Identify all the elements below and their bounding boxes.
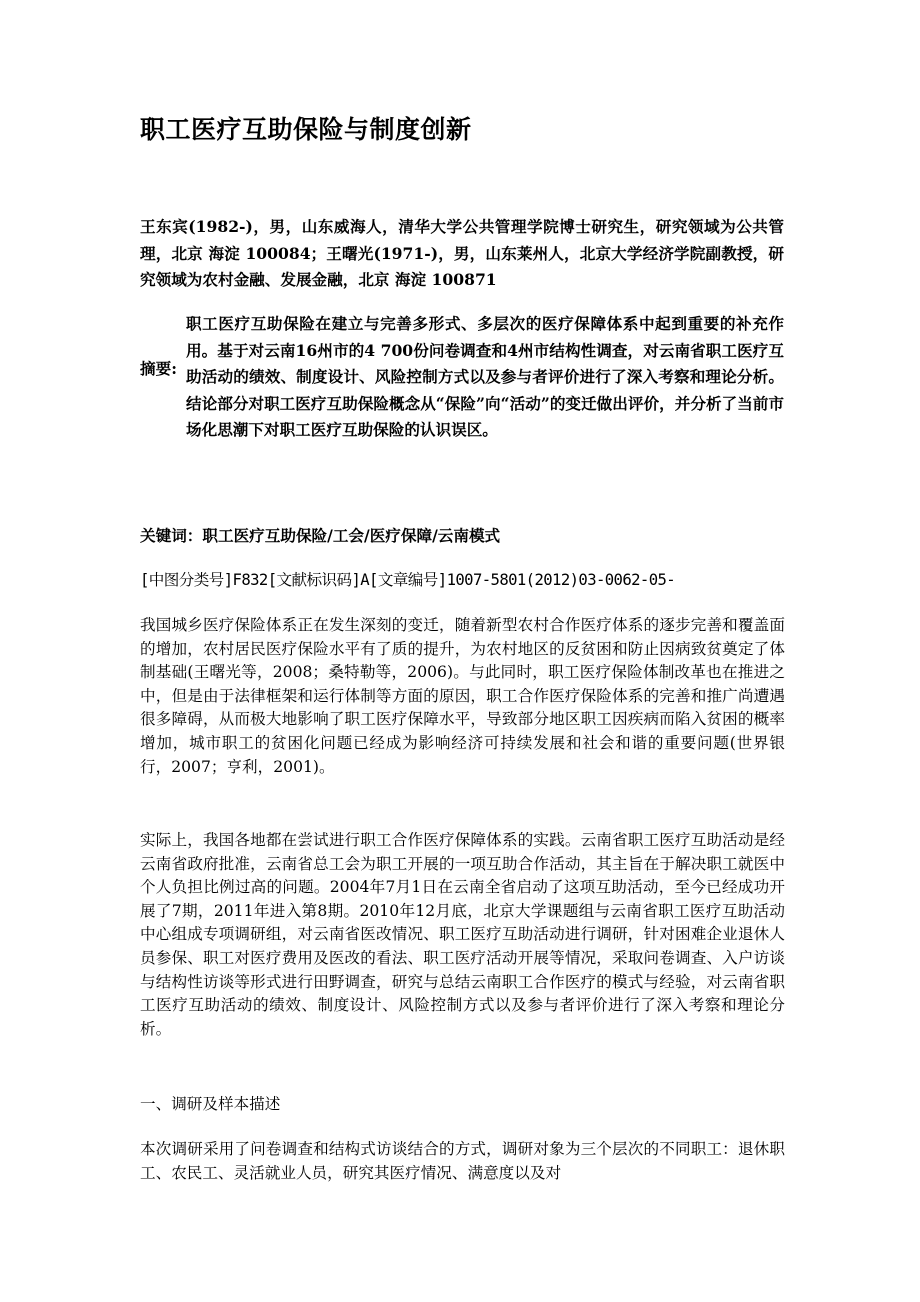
abstract-label: 摘要:: [140, 359, 177, 378]
body-paragraph-1: 我国城乡医疗保险体系正在发生深刻的变迁，随着新型农村合作医疗体系的逐步完善和覆盖面的增加，农村居民医疗保险水平有了质的提升，为农村地区的反贫困和防止因病致贫奠定了体制基础(王曙光等，2008；桑特勒等，2006)。与此同时，职工医疗保险体制改革也在推进之中，但是由于法律框架和运行体制等方面的原因，职工合作医疗保险体系的完善和推广尚遭遇很多障碍，从而极大地影响了职工医疗保障水平，导致部分地区职工因疾病而陷入贫困的概率增加，城市职工的贫困化问题已经成为影响经济可持续发展和社会和谐的重要问题(世界银行，2007；亨利，2001)。: [140, 616, 785, 776]
keywords: 关键词：职工医疗互助保险/工会/医疗保障/云南模式: [140, 526, 501, 545]
section-heading-1: 一、调研及样本描述: [140, 1095, 281, 1113]
body-paragraph-3: 本次调研采用了问卷调查和结构式访谈结合的方式，调研对象为三个层次的不同职工：退休职工、农民工、灵活就业人员，研究其医疗情况、满意度以及对: [140, 1140, 785, 1182]
author-info: 王东宾(1982-)，男，山东威海人，清华大学公共管理学院博士研究生，研究领域为公共管理，北京 海淀 100084；王曙光(1971-)，男，山东莱州人，北京大学经济学院副教授，研究领域为农村金融、发展金融，北京 海淀 100871: [140, 217, 784, 289]
body-paragraph-2: 实际上，我国各地都在尝试进行职工合作医疗保障体系的实践。云南省职工医疗互助活动是经云南省政府批准，云南省总工会为职工开展的一项互助合作活动，其主旨在于解决职工就医中个人负担比例过高的问题。2004年7月1日在云南全省启动了这项互助活动，至今已经成功开展了7期，2011年进入第8期。2010年12月底，北京大学课题组与云南省职工医疗互助活动中心组成专项调研组，对云南省医改情况、职工医疗互助活动进行调研，针对困难企业退休人员参保、职工对医疗费用及医改的看法、职工医疗活动开展等情况，采取问卷调查、入户访谈与结构性访谈等形式进行田野调查，研究与总结云南职工合作医疗的模式与经验，对云南省职工医疗互助活动的绩效、制度设计、风险控制方式以及参与者评价进行了深入考察和理论分析。: [140, 831, 785, 1038]
article-title: 职工医疗互助保险与制度创新: [140, 115, 472, 144]
classification-line: [中图分类号]F832[文献标识码]A[文章编号]1007-5801(2012)03-0062-05-: [140, 571, 676, 589]
abstract-text: 职工医疗互助保险在建立与完善多形式、多层次的医疗保障体系中起到重要的补充作用。基于对云南16州市的4 700份问卷调查和4州市结构性调查，对云南省职工医疗互助活动的绩效、制度设计、风险控制方式以及参与者评价进行了深入考察和理论分析。结论部分对职工医疗互助保险概念从“保险”向“活动”的变迁做出评价，并分析了当前市场化思潮下对职工医疗互助保险的认识误区。: [186, 314, 784, 439]
